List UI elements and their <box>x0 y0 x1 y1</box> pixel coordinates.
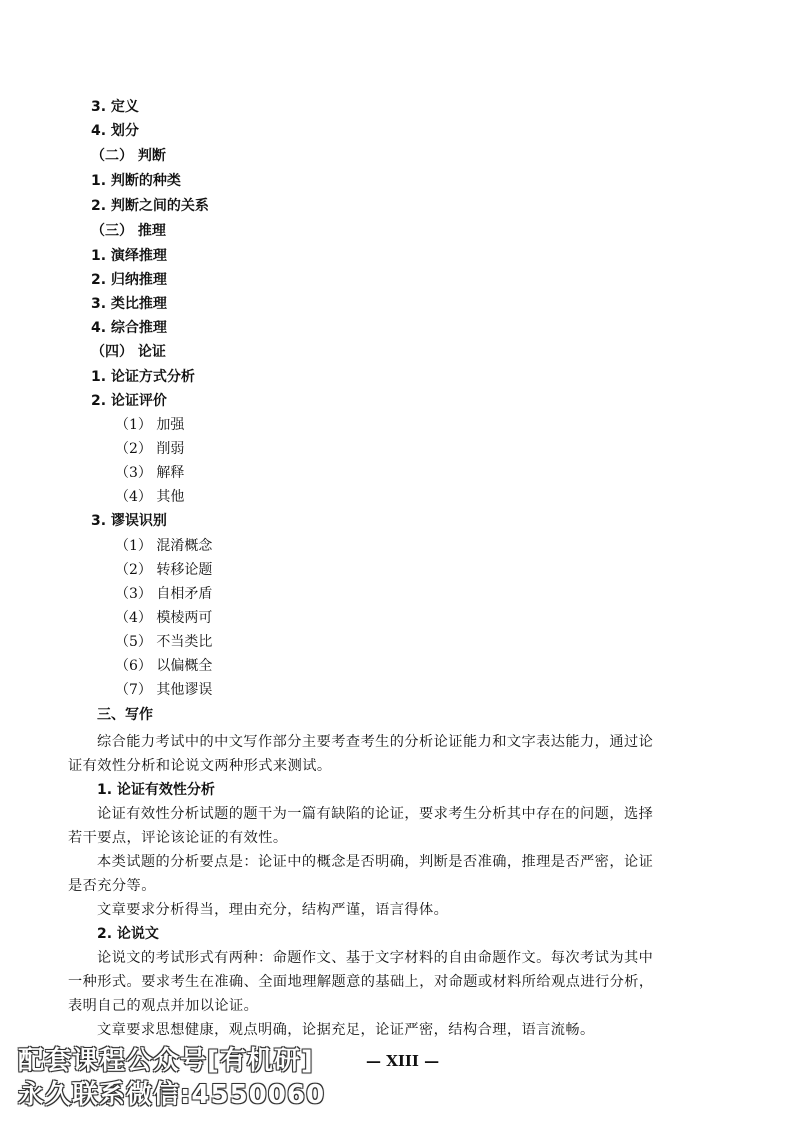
writing-intro-line: 证有效性分析和论说文两种形式来测试。 <box>68 758 332 774</box>
outline-item-definition: 3. 定义 <box>91 99 139 115</box>
validity-paragraph-line: 论证有效性分析试题的题干为一篇有缺陷的论证，要求考生分析其中存在的问题，选择 <box>97 806 654 822</box>
validity-paragraph-line: 是否充分等。 <box>68 878 156 894</box>
watermark-line: 配套课程公众号[有机研] <box>18 1046 314 1076</box>
section-heading-writing: 三、写作 <box>97 707 153 723</box>
section-heading-reasoning: （三） 推理 <box>91 223 166 239</box>
essay-paragraph-line: 论说文的考试形式有两种：命题作文、基于文字材料的自由命题作文。每次考试为其中 <box>97 950 654 966</box>
fallacy-item: （1） 混淆概念 <box>115 538 213 554</box>
validity-paragraph-line: 文章要求分析得当，理由充分，结构严谨，语言得体。 <box>97 902 449 918</box>
fallacy-item: （2） 转移论题 <box>115 562 213 578</box>
outline-item-argument-analysis: 1. 论证方式分析 <box>91 369 195 385</box>
evaluation-item: （2） 削弱 <box>115 441 185 457</box>
validity-paragraph-line: 若干要点，评论该论证的有效性。 <box>68 830 288 846</box>
outline-item-analogical: 3. 类比推理 <box>91 296 167 312</box>
evaluation-item: （4） 其他 <box>115 489 185 505</box>
watermark-line: 永久联系微信:4550060 <box>18 1080 326 1110</box>
outline-item-fallacy: 3. 谬误识别 <box>91 513 167 529</box>
fallacy-item: （6） 以偏概全 <box>115 658 213 674</box>
outline-item-judgment-relations: 2. 判断之间的关系 <box>91 198 209 214</box>
writing-intro-line: 综合能力考试中的中文写作部分主要考查考生的分析论证能力和文字表达能力，通过论 <box>97 734 654 750</box>
evaluation-item: （3） 解释 <box>115 465 185 481</box>
section-heading-judgment: （二） 判断 <box>91 148 166 164</box>
fallacy-item: （7） 其他谬误 <box>115 682 213 698</box>
subsection-heading-validity: 1. 论证有效性分析 <box>97 782 215 798</box>
fallacy-item: （3） 自相矛盾 <box>115 586 213 602</box>
essay-paragraph-line: 表明自己的观点并加以论证。 <box>68 998 259 1014</box>
essay-paragraph-line: 文章要求思想健康，观点明确，论据充足，论证严密，结构合理，语言流畅。 <box>97 1022 595 1038</box>
outline-item-judgment-types: 1. 判断的种类 <box>91 173 181 189</box>
section-heading-argument: （四） 论证 <box>91 344 166 360</box>
evaluation-item: （1） 加强 <box>115 417 185 433</box>
outline-item-argument-evaluation: 2. 论证评价 <box>91 393 167 409</box>
page-number: — XIII — <box>366 1052 440 1070</box>
validity-paragraph-line: 本类试题的分析要点是：论证中的概念是否明确，判断是否准确，推理是否严密，论证 <box>97 854 654 870</box>
fallacy-item: （4） 模棱两可 <box>115 610 213 626</box>
fallacy-item: （5） 不当类比 <box>115 634 213 650</box>
outline-item-comprehensive: 4. 综合推理 <box>91 320 167 336</box>
outline-item-division: 4. 划分 <box>91 123 139 139</box>
outline-item-deductive: 1. 演绎推理 <box>91 248 167 264</box>
essay-paragraph-line: 一种形式。要求考生在准确、全面地理解题意的基础上，对命题或材料所给观点进行分析， <box>68 974 654 990</box>
subsection-heading-essay: 2. 论说文 <box>97 926 159 942</box>
outline-item-inductive: 2. 归纳推理 <box>91 272 167 288</box>
